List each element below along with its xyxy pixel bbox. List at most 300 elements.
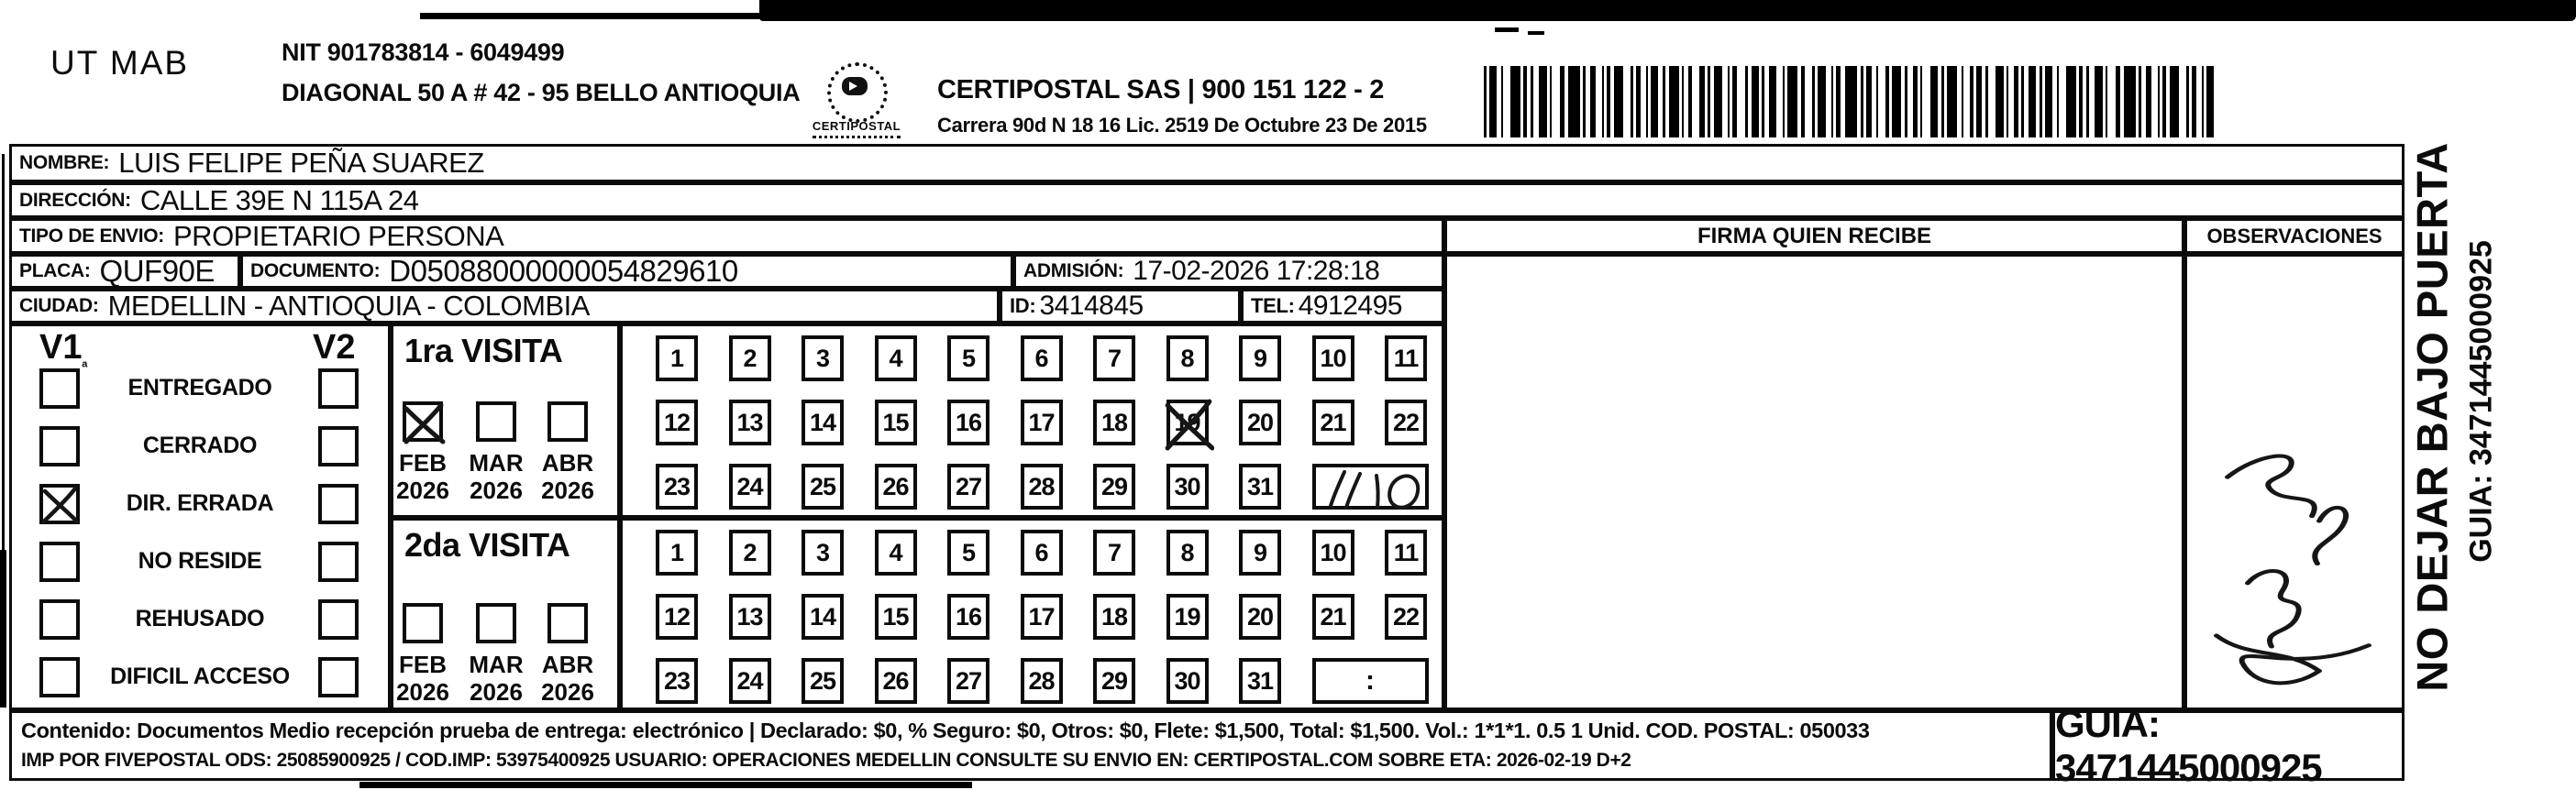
direccion-row: [9, 182, 2405, 218]
day-number: 16: [955, 408, 982, 436]
day-number: 8: [1180, 538, 1194, 566]
barcode-bar: [2057, 66, 2059, 137]
status-option-label: CERRADO: [142, 433, 258, 458]
day-number: 13: [736, 408, 763, 436]
firma-header-label: FIRMA QUIEN RECIBE: [1697, 223, 1932, 248]
month-label: MAR: [469, 449, 524, 477]
id-cell: [1000, 289, 1241, 324]
tipo-envio-value: PROPIETARIO PERSONA: [173, 219, 504, 252]
month-label: ABR: [541, 651, 594, 678]
day-number: 19: [1174, 408, 1200, 436]
day-cell-19: [1166, 400, 1209, 445]
barcode-bar: [1861, 66, 1863, 137]
day-number: 23: [663, 666, 691, 695]
footer-guia: [2052, 701, 2405, 789]
day-cell-29: [1093, 658, 1135, 704]
barcode-bar: [2192, 66, 2196, 137]
nombre-label: NOMBRE:: [19, 152, 110, 173]
day-number: 25: [809, 666, 836, 695]
barcode-bar: [1876, 66, 1878, 137]
day-number: 11: [1393, 344, 1419, 372]
ciudad-cell: [9, 289, 1000, 324]
day-number: 30: [1174, 472, 1200, 500]
barcode-bar: [1962, 66, 1963, 137]
sender-nit: NIT 901783814 - 6049499: [282, 38, 565, 66]
day-number: 24: [736, 666, 763, 695]
barcode-bar: [1688, 66, 1692, 137]
v1-checkbox-rehusado: [39, 599, 80, 640]
observaciones-header: [2184, 218, 2405, 254]
barcode-bar: [1583, 66, 1586, 137]
day-cell-16: [947, 400, 989, 445]
barcode-bar: [2116, 66, 2120, 137]
barcode-bar: [2146, 66, 2151, 137]
day-cell-17: [1021, 400, 1063, 445]
scan-artifact: [0, 550, 6, 708]
brand-line: CERTIPOSTAL SAS | 900 151 122 - 2: [937, 75, 1385, 104]
month-label: FEB: [399, 651, 447, 678]
placa-cell: [9, 254, 240, 289]
ciudad-value: MEDELLIN - ANTIOQUIA - COLOMBIA: [107, 290, 590, 322]
barcode-bar: [1728, 66, 1730, 137]
admision-label: ADMISIÓN:: [1023, 260, 1124, 281]
admision-value: 17-02-2026 17:28:18: [1133, 256, 1380, 286]
time-colon: :: [1365, 665, 1375, 696]
v2-checkbox-entregado: [318, 368, 359, 409]
barcode-icon: [1484, 66, 2219, 137]
barcode-bar: [2186, 66, 2189, 137]
v1-checkbox-dificil-acceso: [39, 657, 80, 697]
day-number: 29: [1100, 666, 1128, 695]
barcode-bar: [1920, 66, 1922, 137]
month-year: 2026: [541, 678, 594, 706]
day-cell-17: [1021, 594, 1063, 640]
logo-tagline-rule: [813, 136, 901, 138]
v2-checkbox-dificil-acceso: [318, 657, 359, 697]
day-cell-6: [1021, 530, 1063, 576]
day-cell-18: [1093, 400, 1135, 445]
barcode-bar: [2045, 66, 2052, 137]
barcode-bar: [2086, 66, 2089, 137]
barcode-bar: [2029, 66, 2036, 137]
month-checkbox-feb: [403, 603, 443, 643]
scan-artifact: [1528, 31, 1544, 35]
day-number: 15: [882, 602, 909, 631]
day-cell-24: [729, 464, 771, 510]
v2-checkbox-rehusado: [318, 599, 359, 640]
scan-artifact: [420, 13, 764, 19]
barcode-bar: [1636, 66, 1641, 137]
day-cell-30: [1166, 464, 1209, 510]
day-number: 12: [663, 602, 691, 631]
day-cell-15: [875, 594, 917, 640]
barcode-bar: [1812, 66, 1815, 137]
day-cell-8: [1166, 530, 1209, 576]
day-cell-30: [1166, 658, 1209, 704]
day-cell-4: [875, 530, 917, 576]
day-cell-22: [1385, 594, 1427, 640]
day-number: 27: [955, 666, 982, 695]
v1-header: $V1_{_a}$: [39, 328, 88, 370]
day-number: 28: [1028, 666, 1055, 695]
barcode-bar: [1845, 66, 1857, 137]
status-option-label: REHUSADO: [135, 606, 265, 631]
scan-artifact: [359, 782, 972, 788]
barcode-bar: [1787, 66, 1797, 137]
day-cell-7: [1093, 530, 1135, 576]
barcode-bar: [1885, 66, 1889, 137]
day-cell-9: [1239, 530, 1281, 576]
day-cell-23: [656, 658, 698, 704]
tel-value: 4912495: [1298, 291, 1402, 321]
day-number: 17: [1028, 408, 1055, 436]
handwritten-time: [1316, 464, 1432, 515]
day-number: 29: [1100, 472, 1128, 500]
barcode-bar: [2021, 66, 2024, 137]
v2-checkbox-cerrado: [318, 426, 359, 466]
visit1-day-grid: [620, 324, 1444, 518]
day-number: 4: [889, 344, 902, 372]
barcode-bar: [1631, 66, 1633, 137]
barcode-bar: [2014, 66, 2018, 137]
day-cell-2: [729, 335, 771, 381]
day-cell-5: [947, 335, 989, 381]
barcode-bar: [1801, 66, 1805, 137]
visit-time-cell: [1312, 464, 1429, 510]
day-cell-3: [802, 530, 844, 576]
visit1-title: 1ra VISITA: [404, 332, 563, 369]
day-number: 13: [736, 602, 763, 631]
day-number: 24: [736, 472, 763, 500]
id-value: 3414845: [1039, 291, 1144, 321]
barcode-bar: [1930, 66, 1938, 137]
month-checkbox-abr: [547, 401, 588, 442]
day-number: 23: [663, 472, 691, 500]
signature-scrawl: [2187, 449, 2404, 711]
day-cell-26: [875, 658, 917, 704]
barcode-bar: [1614, 66, 1623, 137]
day-cell-5: [947, 530, 989, 576]
placa-label: PLACA:: [19, 260, 91, 281]
barcode-bar: [2170, 66, 2179, 137]
day-number: 2: [743, 538, 757, 566]
side-warning: NO DEJAR BAJO PUERTA: [2407, 142, 2457, 692]
direccion-value: CALLE 39E N 115A 24: [139, 183, 419, 216]
certipostal-logo: [805, 62, 908, 150]
barcode-bar: [2162, 66, 2166, 137]
day-number: 15: [882, 408, 909, 436]
day-number: 8: [1180, 344, 1194, 372]
day-number: 2: [743, 344, 757, 372]
day-cell-28: [1021, 464, 1063, 510]
barcode-bar: [2206, 66, 2214, 137]
barcode-bar: [1646, 66, 1648, 137]
direccion-label: DIRECCIÓN:: [19, 189, 131, 211]
barcode-bar: [1568, 66, 1580, 137]
barcode-bar: [2079, 66, 2083, 137]
day-number: 11: [1393, 538, 1419, 566]
day-number: 20: [1246, 408, 1274, 436]
day-number: 14: [809, 408, 836, 436]
barcode-bar: [1550, 66, 1552, 137]
day-cell-15: [875, 400, 917, 445]
barcode-bar: [1745, 66, 1748, 137]
barcode-bar: [2124, 66, 2136, 137]
day-cell-14: [802, 594, 844, 640]
status-option-label: ENTREGADO: [127, 375, 272, 400]
day-number: 26: [882, 472, 909, 500]
day-number: 14: [809, 602, 836, 631]
barcode-bar: [2007, 66, 2008, 137]
day-number: 19: [1174, 602, 1200, 631]
day-number: 9: [1253, 538, 1267, 566]
footer-line2: IMP POR FIVEPOSTAL ODS: 25085900925 / COD.IMP: 53975400925 USUARIO: OPERACIONES MEDELLIN CONSULTE SU ENVIO EN: CERTIPOSTAL.COM SOBRE ETA: 2026-02-19 D+2: [21, 750, 1631, 771]
barcode-bar: [2106, 66, 2107, 137]
barcode-bar: [1708, 66, 1710, 137]
day-number: 30: [1174, 666, 1200, 695]
barcode-bar: [1769, 66, 1776, 137]
barcode-bar: [1510, 66, 1520, 137]
day-cell-9: [1239, 335, 1281, 381]
month-label: MAR: [469, 651, 524, 678]
day-number: 25: [809, 472, 836, 500]
day-cell-2: [729, 530, 771, 576]
month-checkbox-mar: [476, 401, 516, 442]
day-cell-7: [1093, 335, 1135, 381]
day-number: 3: [815, 538, 830, 566]
month-year: 2026: [470, 678, 523, 706]
day-cell-20: [1239, 400, 1281, 445]
visit1-months: [393, 326, 617, 515]
day-number: 5: [961, 344, 976, 372]
day-cell-24: [729, 658, 771, 704]
observaciones-area: [2184, 254, 2405, 710]
status-option-label: NO RESIDE: [138, 548, 262, 574]
barcode-bar: [1976, 66, 1982, 137]
barcode-bar: [1523, 66, 1527, 137]
visit2-title: 2da VISITA: [404, 526, 570, 564]
day-cell-27: [947, 658, 989, 704]
day-cell-4: [875, 335, 917, 381]
month-label: FEB: [399, 449, 447, 477]
observaciones-header-label: OBSERVACIONES: [2206, 224, 2383, 247]
day-number: 1: [669, 538, 684, 566]
month-year: 2026: [470, 477, 523, 504]
barcode-bar: [1590, 66, 1596, 137]
company-code: UT MAB: [50, 44, 190, 82]
barcode-bar: [1892, 66, 1901, 137]
day-number: 12: [663, 408, 691, 436]
side-guia: GUIA: 3471445000925: [2463, 240, 2499, 563]
barcode-bar: [1783, 66, 1785, 137]
day-number: 10: [1320, 344, 1346, 372]
barcode-bar: [2066, 66, 2076, 137]
barcode-bar: [1699, 66, 1705, 137]
footer-line1: Contenido: Documentos Medio recepción prueba de entrega: electrónico | Declarado: $0, % Seguro: $0, Otros: $0, Flete: $1,500, Total: $1,500. Vol.: 1*1*1. 0.5 1 Unid. COD. POSTAL: 050033: [21, 719, 1870, 742]
day-cell-13: [729, 594, 771, 640]
v2-checkbox-dir-errada: [318, 484, 359, 524]
day-cell-11: [1385, 530, 1427, 576]
day-cell-25: [802, 464, 844, 510]
day-number: 7: [1107, 538, 1122, 566]
barcode-bar: [2158, 66, 2160, 137]
day-cell-12: [656, 594, 698, 640]
barcode-bar: [2040, 66, 2042, 137]
day-cell-19: [1166, 594, 1209, 640]
tipo-envio-label: TIPO DE ENVIO:: [19, 225, 164, 247]
day-number: 22: [1392, 602, 1420, 631]
documento-value: D05088000000054829610: [389, 254, 738, 288]
day-cell-31: [1239, 464, 1281, 510]
v2-checkbox-no-reside: [318, 542, 359, 582]
day-number: 27: [955, 472, 982, 500]
day-number: 31: [1246, 472, 1274, 500]
day-cell-1: [656, 335, 698, 381]
v1-mark: ₐ: [82, 354, 88, 370]
v2-header: V2: [313, 328, 356, 367]
day-cell-1: [656, 530, 698, 576]
day-cell-20: [1239, 594, 1281, 640]
nombre-row: [9, 144, 2405, 182]
day-number: 3: [815, 344, 830, 372]
barcode-bar: [1531, 66, 1533, 137]
day-number: 6: [1034, 344, 1048, 372]
visit1-panel: [391, 324, 620, 518]
day-cell-28: [1021, 658, 1063, 704]
tel-label: TEL:: [1251, 294, 1295, 317]
day-number: 18: [1100, 408, 1128, 436]
barcode-bar: [2139, 66, 2141, 137]
barcode-bar: [1602, 66, 1604, 137]
scan-artifact: [759, 0, 2576, 21]
barcode-bar: [1913, 66, 1918, 137]
barcode-bar: [1663, 66, 1665, 137]
day-cell-11: [1385, 335, 1427, 381]
day-cell-21: [1312, 400, 1354, 445]
barcode-bar: [1941, 66, 1944, 137]
placa-value: QUF90E: [99, 254, 215, 288]
admision-cell: [1013, 254, 1444, 289]
barcode-bar: [1818, 66, 1826, 137]
documento-cell: [240, 254, 1013, 289]
barcode-bar: [1762, 66, 1764, 137]
day-cell-31: [1239, 658, 1281, 704]
firma-area: [1444, 254, 2184, 710]
day-cell-18: [1093, 594, 1135, 640]
day-cell-6: [1021, 335, 1063, 381]
barcode-bar: [1752, 66, 1759, 137]
day-number: 26: [882, 666, 909, 695]
month-checkbox-feb: [403, 401, 443, 442]
barcode-bar: [1947, 66, 1957, 137]
day-cell-29: [1093, 464, 1135, 510]
day-number: 21: [1320, 408, 1346, 436]
day-number: 5: [961, 538, 976, 566]
status-rows: [12, 326, 388, 708]
delivery-form: [9, 144, 2405, 789]
day-number: 9: [1253, 344, 1267, 372]
visit2-panel: [391, 518, 620, 710]
v1-checkbox-dir-errada: [39, 484, 80, 524]
day-cell-14: [802, 400, 844, 445]
ciudad-label: CIUDAD:: [19, 295, 99, 316]
status-option-label: DIR. ERRADA: [126, 490, 274, 516]
day-cell-22: [1385, 400, 1427, 445]
day-number: 4: [889, 538, 902, 566]
barcode-bar: [1607, 66, 1610, 137]
day-cell-10: [1312, 335, 1354, 381]
month-year: 2026: [396, 678, 449, 706]
day-cell-13: [729, 400, 771, 445]
day-number: 16: [955, 602, 982, 631]
id-label: ID:: [1010, 294, 1036, 317]
day-number: 28: [1028, 472, 1055, 500]
barcode-bar: [1996, 66, 2004, 137]
day-number: 6: [1034, 538, 1048, 566]
barcode-bar: [1985, 66, 1988, 137]
day-cell-12: [656, 400, 698, 445]
day-number: 18: [1100, 602, 1128, 631]
barcode-bar: [1682, 66, 1684, 137]
barcode-bar: [1970, 66, 1973, 137]
barcode-bar: [1651, 66, 1658, 137]
barcode-bar: [1669, 66, 1679, 137]
day-cell-8: [1166, 335, 1209, 381]
month-checkbox-mar: [476, 603, 516, 643]
status-option-label: DIFICIL ACCESO: [110, 664, 290, 689]
day-cell-23: [656, 464, 698, 510]
month-checkbox-abr: [547, 603, 588, 643]
day-cell-10: [1312, 530, 1354, 576]
day-number: 20: [1246, 602, 1274, 631]
barcode-bar: [1905, 66, 1907, 137]
day-number: 1: [669, 344, 684, 372]
barcode-bar: [1836, 66, 1841, 137]
barcode-bar: [2095, 66, 2103, 137]
license-line: Carrera 90d N 18 16 Lic. 2519 De Octubre 23 De 2015: [937, 114, 1427, 137]
month-year: 2026: [541, 477, 594, 504]
logo-wordmark: CERTIPOSTAL: [812, 119, 901, 133]
v1-checkbox-no-reside: [39, 542, 80, 582]
barcode-bar: [1831, 66, 1833, 137]
tipo-envio-row: [9, 218, 1444, 254]
barcode-bar: [1560, 66, 1564, 137]
barcode-bar: [2202, 66, 2204, 137]
barcode-bar: [1866, 66, 1872, 137]
barcode-bar: [1714, 66, 1722, 137]
day-cell-16: [947, 594, 989, 640]
day-cell-21: [1312, 594, 1354, 640]
month-year: 2026: [396, 477, 449, 504]
firma-header: [1444, 218, 2184, 254]
logo-glyph-icon: [842, 77, 868, 95]
footer-info: [9, 710, 2052, 781]
month-label: ABR: [541, 449, 594, 477]
visit2-day-grid: [620, 518, 1444, 710]
tel-cell: [1241, 289, 1444, 324]
day-number: 10: [1320, 538, 1346, 566]
barcode-bar: [1539, 66, 1547, 137]
day-cell-27: [947, 464, 989, 510]
day-cell-3: [802, 335, 844, 381]
documento-label: DOCUMENTO:: [250, 260, 381, 281]
nombre-value: LUIS FELIPE PEÑA SUAREZ: [118, 147, 484, 179]
barcode-bar: [1501, 66, 1503, 137]
status-panel: [9, 324, 391, 710]
footer-guia-value: GUIA: 3471445000925: [2055, 701, 2322, 789]
v1-checkbox-entregado: [39, 368, 80, 409]
barcode-bar: [1484, 66, 1487, 137]
